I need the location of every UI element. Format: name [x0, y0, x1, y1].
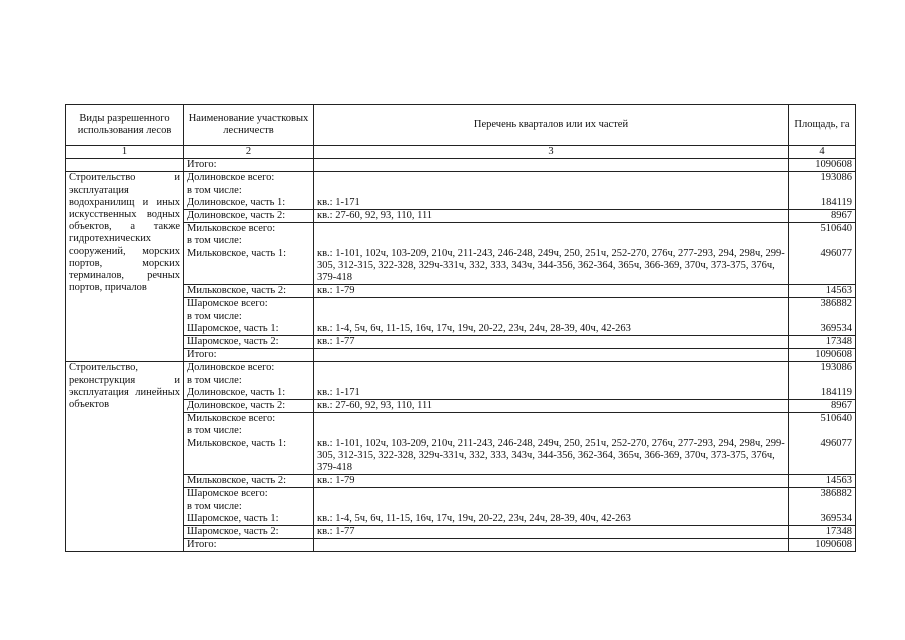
- area-cell: [789, 362, 856, 400]
- section-total-label: Итого:: [184, 349, 314, 362]
- use-type-cell: Строительство, реконструкция и эксплуатация линейных объектов: [66, 362, 184, 552]
- quarters-cell: [314, 298, 789, 336]
- grand-total-row: [66, 159, 856, 172]
- section-total-area: 1090608: [789, 539, 856, 552]
- section-total-row: [66, 349, 856, 362]
- area-cell: [789, 488, 856, 526]
- quarters-text: кв.: 1-4, 5ч, 6ч, 11-15, 16ч, 17ч, 19ч, 20-22, 23ч, 24ч, 28-39, 40ч, 42-263: [317, 322, 631, 334]
- grand-total-area: 1090608: [789, 159, 856, 172]
- quarters-spacer: [317, 298, 785, 322]
- quarters-text: кв.: 1-4, 5ч, 6ч, 11-15, 16ч, 17ч, 19ч, 20-22, 23ч, 24ч, 28-39, 40ч, 42-263: [317, 512, 631, 524]
- area-part: 496077: [820, 247, 852, 259]
- column-number-row: [66, 146, 856, 159]
- quarters-text: кв.: 1-101, 102ч, 103-209, 210ч, 211-243, 246-248, 249ч, 250, 251ч, 252-270, 276ч, 277-293, 294, 298ч, 299-305, 312-315, 322-328, 329ч-331ч, 332, 333, 343ч, 344-356, 362-364, 365ч, 366-369, 370ч, 373-375, 376ч, 379-418: [317, 437, 785, 473]
- forestry-part-name: Шаромское, часть 2:: [184, 336, 314, 349]
- table-row: [66, 210, 856, 223]
- forestry-sub-label: в том числе:: [187, 374, 242, 386]
- forestry-part-name: Долиновское, часть 1:: [187, 386, 286, 398]
- grand-total-empty: [66, 159, 184, 172]
- forestry-cell: [184, 413, 314, 475]
- table-row: [66, 285, 856, 298]
- forestry-total-label: Шаромское всего:: [187, 488, 268, 500]
- table-row: [66, 172, 856, 210]
- column-number: 4: [789, 146, 856, 159]
- area-spacer: [792, 235, 852, 247]
- area-spacer: [792, 185, 852, 197]
- area-cell: [789, 172, 856, 210]
- forestry-total-label: Шаромское всего:: [187, 298, 268, 310]
- forestry-part-name: Шаромское, часть 1:: [187, 512, 279, 524]
- table-row: [66, 223, 856, 285]
- quarters-spacer: [317, 223, 785, 247]
- area-part: 184119: [820, 196, 852, 208]
- table-body: [66, 172, 856, 552]
- quarters-text: кв.: 1-79: [314, 475, 789, 488]
- quarters-text: кв.: 1-79: [314, 285, 789, 298]
- forestry-total-label: Мильковское всего:: [187, 223, 276, 235]
- quarters-spacer: [317, 172, 785, 196]
- forestry-cell: [184, 172, 314, 210]
- quarters-text: кв.: 1-77: [314, 336, 789, 349]
- use-type-cell: Строительство и эксплуатация водохранилищ и иных искусственных водных объектов, а также гидротехнических сооружений, морских портов, морских терминалов, речных портов, причалов: [66, 172, 184, 362]
- section-total-empty: [314, 539, 789, 552]
- grand-total-empty: [314, 159, 789, 172]
- area-spacer: [792, 425, 852, 437]
- quarters-spacer: [317, 488, 785, 512]
- quarters-cell: [314, 172, 789, 210]
- table-row: [66, 298, 856, 336]
- forestry-part-name: Долиновское, часть 1:: [187, 196, 286, 208]
- area-cell: [789, 298, 856, 336]
- forestry-part-name: Мильковское, часть 1:: [187, 247, 286, 259]
- quarters-spacer: [317, 362, 785, 386]
- column-number: 2: [184, 146, 314, 159]
- forestry-sub-label: в том числе:: [187, 500, 242, 512]
- area-total: 386882: [820, 298, 852, 310]
- forestry-part-name: Мильковское, часть 2:: [184, 475, 314, 488]
- table-row: [66, 413, 856, 475]
- area-part: 369534: [820, 322, 852, 334]
- area-total: 193086: [820, 172, 852, 184]
- forestry-cell: [184, 223, 314, 285]
- forestry-cell: [184, 362, 314, 400]
- area-spacer: [792, 375, 852, 387]
- forestry-total-label: Долиновское всего:: [187, 362, 275, 374]
- header-row: [66, 105, 856, 146]
- forestry-cell: [184, 298, 314, 336]
- column-number: 3: [314, 146, 789, 159]
- header-quarters: Перечень кварталов или их частей: [314, 105, 789, 146]
- forestry-cell: [184, 488, 314, 526]
- forestry-total-label: Долиновское всего:: [187, 172, 275, 184]
- area-part: 17348: [789, 526, 856, 539]
- forestry-sub-label: в том числе:: [187, 310, 242, 322]
- header-forestry: Наименование участковых лесничеств: [184, 105, 314, 146]
- forestry-part-name: Мильковское, часть 1:: [187, 437, 286, 449]
- section-total-empty: [314, 349, 789, 362]
- table-row: [66, 475, 856, 488]
- area-part: 369534: [820, 512, 852, 524]
- table-row: [66, 526, 856, 539]
- forestry-total-label: Мильковское всего:: [187, 413, 276, 425]
- area-part: 8967: [789, 210, 856, 223]
- forestry-sub-label: в том числе:: [187, 425, 242, 437]
- forestry-sub-label: в том числе:: [187, 235, 242, 247]
- quarters-text: кв.: 1-171: [317, 196, 360, 208]
- forestry-part-name: Долиновское, часть 2:: [184, 210, 314, 223]
- forestry-part-name: Долиновское, часть 2:: [184, 400, 314, 413]
- forestry-part-name: Шаромское, часть 1:: [187, 322, 279, 334]
- area-total: 386882: [820, 488, 852, 500]
- grand-total-label: Итого:: [184, 159, 314, 172]
- column-number: 1: [66, 146, 184, 159]
- area-spacer: [792, 501, 852, 513]
- quarters-text: кв.: 1-77: [314, 526, 789, 539]
- section-total-row: [66, 539, 856, 552]
- forestry-part-name: Шаромское, часть 2:: [184, 526, 314, 539]
- area-part: 14563: [789, 285, 856, 298]
- table-row: [66, 400, 856, 413]
- section-total-label: Итого:: [184, 539, 314, 552]
- quarters-text: кв.: 27-60, 92, 93, 110, 111: [314, 210, 789, 223]
- area-total: 510640: [820, 413, 852, 425]
- quarters-text: кв.: 1-101, 102ч, 103-209, 210ч, 211-243, 246-248, 249ч, 250, 251ч, 252-270, 276ч, 277-293, 294, 298ч, 299-305, 312-315, 322-328, 329ч-331ч, 332, 333, 343ч, 344-356, 362-364, 365ч, 366-369, 370ч, 373-375, 376ч, 379-418: [317, 247, 785, 283]
- area-cell: [789, 223, 856, 285]
- area-total: 510640: [820, 223, 852, 235]
- forestry-sub-label: в том числе:: [187, 184, 242, 196]
- area-part: 8967: [789, 400, 856, 413]
- area-part: 17348: [789, 336, 856, 349]
- area-part: 496077: [820, 437, 852, 449]
- forest-use-table: [65, 104, 856, 552]
- quarters-cell: [314, 488, 789, 526]
- area-spacer: [792, 311, 852, 323]
- table-row: [66, 336, 856, 349]
- table-row: [66, 488, 856, 526]
- quarters-cell: [314, 223, 789, 285]
- area-part: 184119: [820, 386, 852, 398]
- quarters-cell: [314, 413, 789, 475]
- quarters-cell: [314, 362, 789, 400]
- quarters-text: кв.: 27-60, 92, 93, 110, 111: [314, 400, 789, 413]
- area-cell: [789, 413, 856, 475]
- header-area: Площадь, га: [789, 105, 856, 146]
- area-part: 14563: [789, 475, 856, 488]
- forestry-part-name: Мильковское, часть 2:: [184, 285, 314, 298]
- quarters-spacer: [317, 413, 785, 437]
- table-row: [66, 362, 856, 400]
- section-total-area: 1090608: [789, 349, 856, 362]
- header-use-type: Виды разрешенного использования лесов: [66, 105, 184, 146]
- area-total: 193086: [820, 362, 852, 374]
- quarters-text: кв.: 1-171: [317, 386, 360, 398]
